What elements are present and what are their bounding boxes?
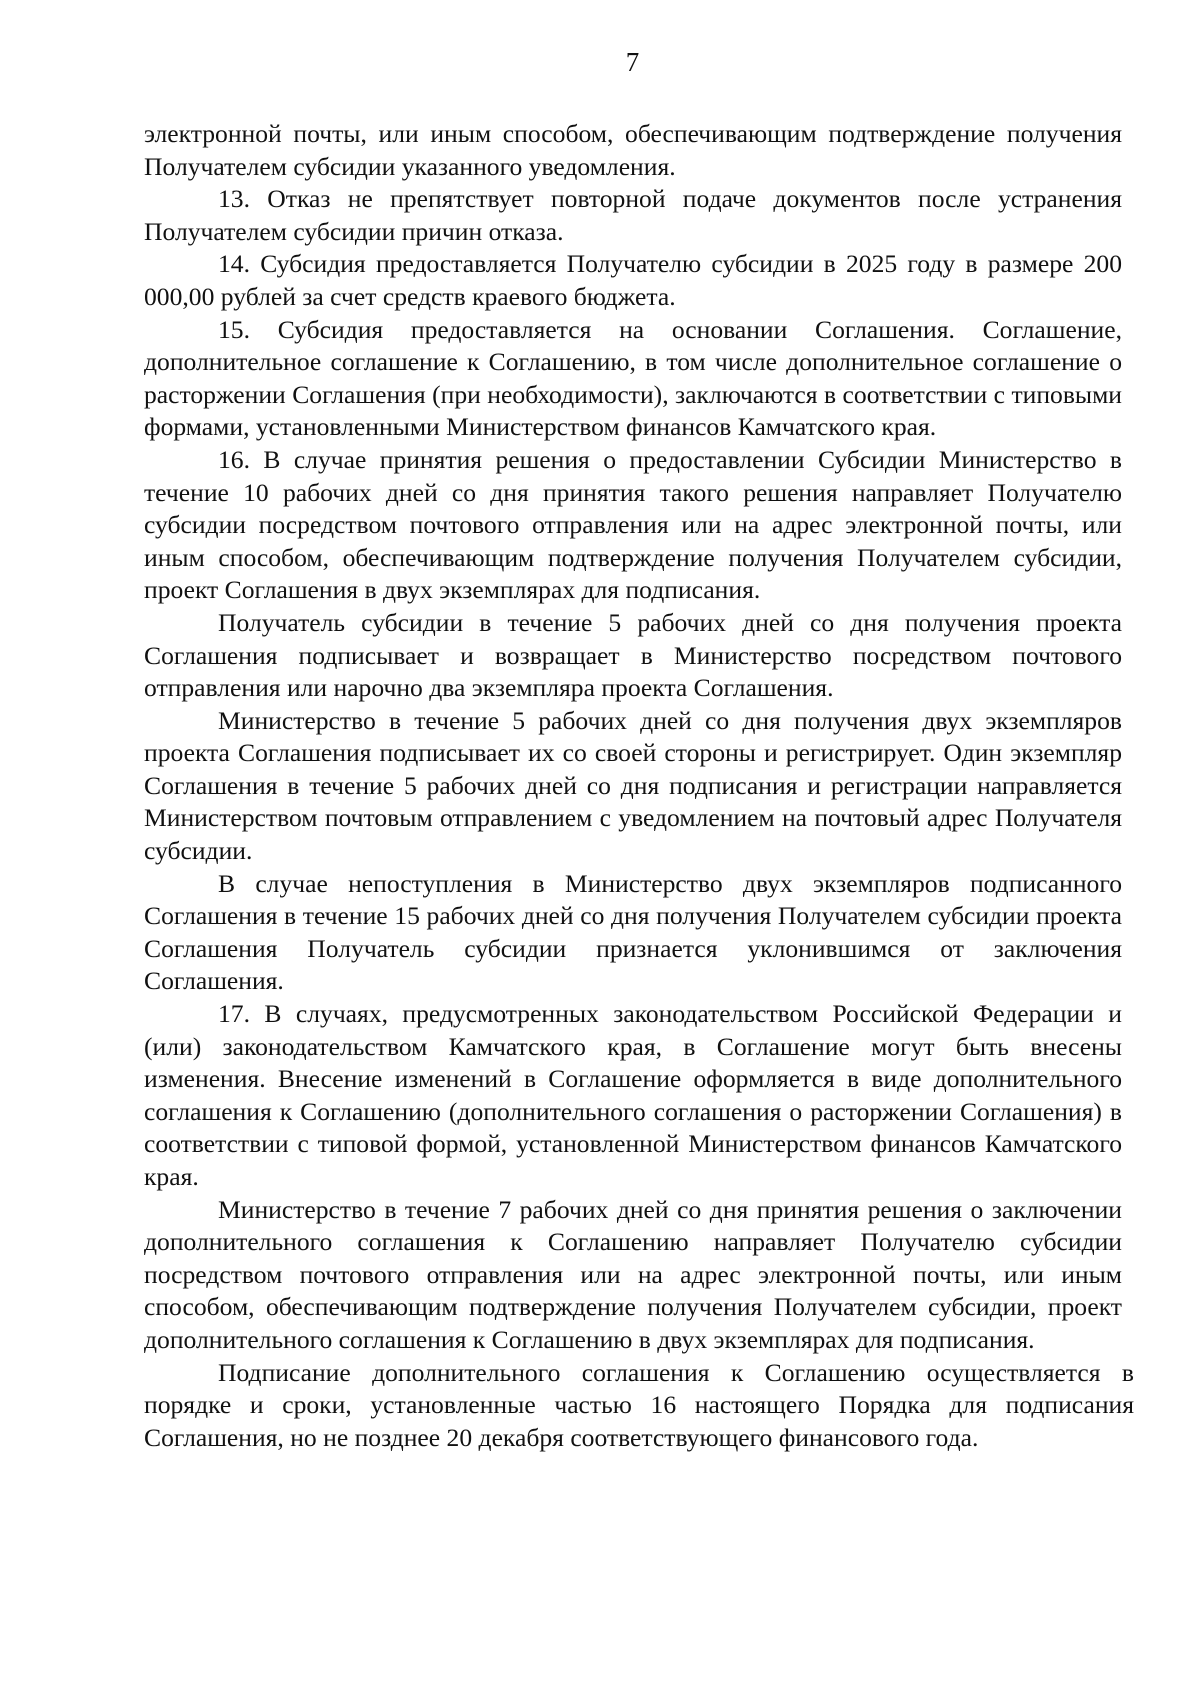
paragraph-14: 14. Субсидия предоставляется Получателю субсидии в 2025 году в размере 200 000,00 рублей за счет средств краевого бюджета. [144, 249, 1122, 311]
paragraph-16: 16. В случае принятия решения о предоставлении Субсидии Министерство в течение 10 рабочих дней со дня принятия такого решения направляет Получателю субсидии посредством почтового отправления или на адрес электронной почты, или иным способом, обеспечивающим подтверждение получения Получателем субсидии, проект Соглашения в двух экземплярах для подписания. [144, 444, 1122, 605]
paragraph-13: 13. Отказ не препятствует повторной подаче документов после устранения Получателем субсидии причин отказа. [144, 184, 1122, 246]
paragraph-17-signing-terms: Подписание дополнительного соглашения к Соглашению осуществляется в порядке и сроки, установленные частью 16 настоящего Порядка для подписания Соглашения, но не позднее 20 декабря соответствующего финансового года. [144, 1357, 1134, 1452]
paragraph-17: 17. В случаях, предусмотренных законодательством Российской Федерации и (или) законодательством Камчатского края, в Соглашение могут быть внесены изменения. Внесение изменений в Соглашение оформляется в виде дополнительного соглашения к Соглашению (дополнительного соглашения о расторжении Соглашения) в соответствии с типовой формой, установленной Министерством финансов Камчатского края. [144, 999, 1122, 1191]
paragraph-15: 15. Субсидия предоставляется на основании Соглашения. Соглашение, дополнительное соглашение к Соглашению, в том числе дополнительное соглашение о расторжении Соглашения (при необходимости), заключаются в соответствии с типовыми формами, установленными Министерством финансов Камчатского края. [144, 314, 1122, 442]
paragraph-16-non-receipt: В случае непоступления в Министерство двух экземпляров подписанного Соглашения в течение 15 рабочих дней со дня получения Получателем субсидии проекта Соглашения Получатель субсидии признается уклонившимся от заключения Соглашения. [144, 868, 1122, 996]
paragraph-continuation: электронной почты, или иным способом, обеспечивающим подтверждение получения Получателем субсидии указанного уведомления. [144, 119, 1122, 181]
paragraph-17-additional-agreement: Министерство в течение 7 рабочих дней со дня принятия решения о заключении дополнительного соглашения к Соглашению направляет Получателю субсидии посредством почтового отправления или на адрес электронной почты, или иным способом, обеспечивающим подтверждение получения Получателем субсидии, проект дополнительного соглашения к Соглашению в двух экземплярах для подписания. [144, 1194, 1122, 1354]
paragraph-16-recipient-signs: Получатель субсидии в течение 5 рабочих дней со дня получения проекта Соглашения подписывает и возвращает в Министерство посредством почтового отправления или нарочно два экземпляра проекта Соглашения. [144, 607, 1122, 703]
document-body [144, 118, 1134, 1454]
page-number: 7 [625, 47, 640, 77]
paragraph-16-ministry-registers: Министерство в течение 5 рабочих дней со дня получения двух экземпляров проекта Соглашения подписывает их со своей стороны и регистрирует. Один экземпляр Соглашения в течение 5 рабочих дней со дня подписания и регистрации направляется Министерством почтовым отправлением с уведомлением на почтовый адрес Получателя субсидии. [144, 705, 1122, 866]
